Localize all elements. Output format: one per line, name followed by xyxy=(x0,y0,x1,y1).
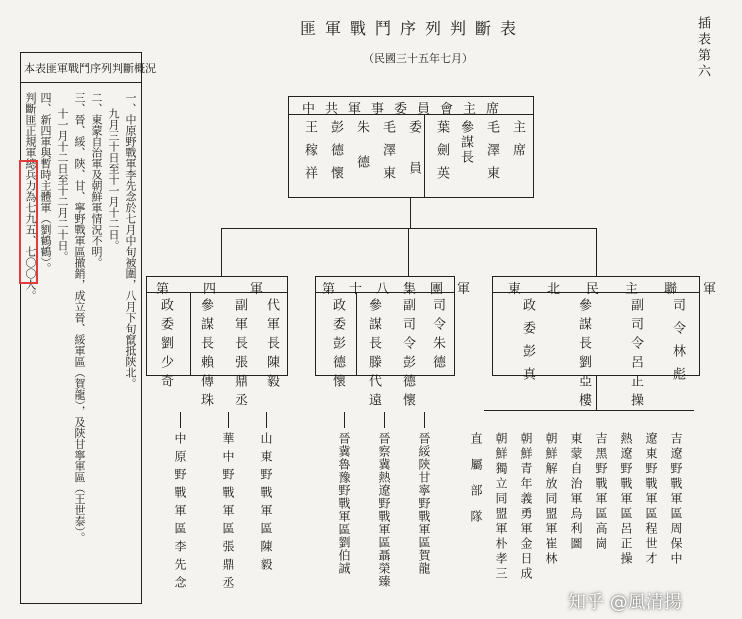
group-officer: 政委彭真 xyxy=(520,298,535,390)
group-officer: 司令林彪 xyxy=(670,298,685,390)
note-item-3-dates: 十一月十二日至十二月二十日。 xyxy=(56,108,69,262)
sub-unit: 朝鮮青年義勇軍金日成 xyxy=(519,432,533,582)
group-officer: 政委劉少奇 xyxy=(158,298,173,393)
group-officer: 副司令呂正操 xyxy=(628,298,643,412)
group-title: 第十八集團軍 xyxy=(322,282,485,297)
sub-unit: 直屬部隊 xyxy=(469,432,483,536)
central-member: 朱德 xyxy=(354,120,369,190)
sub-unit: 熱遼野戰軍區呂正操 xyxy=(619,432,633,567)
central-chairman: 主席 xyxy=(510,120,525,166)
central-member: 毛澤東 xyxy=(380,120,395,189)
sub-unit: 晉綏陝甘寧野戰軍區賀龍 xyxy=(417,432,431,575)
group-title: 東北民主聯軍 xyxy=(508,282,742,297)
sub-unit: 中原野戰軍區李先念 xyxy=(173,432,187,594)
group-officer: 代軍長陳毅 xyxy=(264,298,279,393)
note-item-3: 三、晉、綏、陝、甘、寧野戰軍區撤銷，成立晉、綏軍區（賀龍），及陝甘寧軍區（王世泰）。 xyxy=(73,92,86,543)
group-officer: 司令朱德 xyxy=(430,298,445,374)
sub-unit: 朝鮮獨立同盟軍朴孝三 xyxy=(494,432,508,582)
central-chief-of-staff-person: 葉劍英 xyxy=(434,120,449,189)
note-conclusion: 判斷匪正規軍總兵力為七九五、七〇〇人。 xyxy=(24,92,37,301)
notes-heading: 本表匪軍戰鬥序列判斷概況 xyxy=(24,62,156,75)
group-title: 第四軍 xyxy=(156,282,298,297)
group-officer: 參謀長劉亞樓 xyxy=(576,298,591,412)
sub-unit: 晉察冀熱遼野戰軍區聶榮臻 xyxy=(377,432,391,588)
central-chief-of-staff: 參謀長 xyxy=(458,120,473,165)
sub-unit: 山東野戰軍區陳毅 xyxy=(259,432,273,576)
note-item-1-dates: 九月三十日至十一月十二日。 xyxy=(107,108,120,251)
watermark: 知乎 @風清揚 xyxy=(568,592,682,613)
note-item-4: 四、新四軍與暫時主體軍（劉鶴鶴）。 xyxy=(39,92,52,274)
sub-unit: 吉黑野戰軍區高崗 xyxy=(594,432,608,552)
group-officer: 副軍長張鼎丞 xyxy=(232,298,247,412)
sub-unit: 朝鮮解放同盟軍崔林 xyxy=(544,432,558,567)
central-members-label: 委員 xyxy=(406,120,421,202)
group-officer: 副司令彭德懷 xyxy=(400,298,415,412)
group-officer: 參謀長滕代遠 xyxy=(366,298,381,412)
sub-unit: 吉遼野戰軍區周保中 xyxy=(669,432,683,567)
group-officer: 政委彭德懷 xyxy=(330,298,345,393)
page-title: 匪軍戰鬥序列判斷表 xyxy=(300,19,526,38)
sub-unit: 東蒙自治軍烏利圖 xyxy=(569,432,583,552)
page-date: （民國三十五年七月） xyxy=(363,52,473,65)
sub-unit: 遼東野戰軍區程世才 xyxy=(644,432,658,567)
central-committee-title: 中共軍事委員會主席 xyxy=(302,102,510,117)
sub-unit: 晉冀魯豫野戰軍區劉伯誠 xyxy=(337,432,351,575)
sub-unit: 華中野戰軍區張鼎丞 xyxy=(221,432,235,594)
page-label: 插表第六 xyxy=(695,16,710,80)
note-item-2: 二、東蒙自治軍及朝鮮軍情況不明。 xyxy=(90,92,103,268)
central-member: 王稼祥 xyxy=(302,120,317,189)
group-officer: 參謀長賴傳珠 xyxy=(198,298,213,412)
central-chairman-person: 毛澤東 xyxy=(484,120,499,189)
highlight-box xyxy=(19,160,38,284)
note-item-1: 一、中原野戰軍李先念於七月中旬被圍，八月下旬竄抵陝北。 xyxy=(124,92,137,389)
central-member: 彭德懷 xyxy=(328,120,343,189)
